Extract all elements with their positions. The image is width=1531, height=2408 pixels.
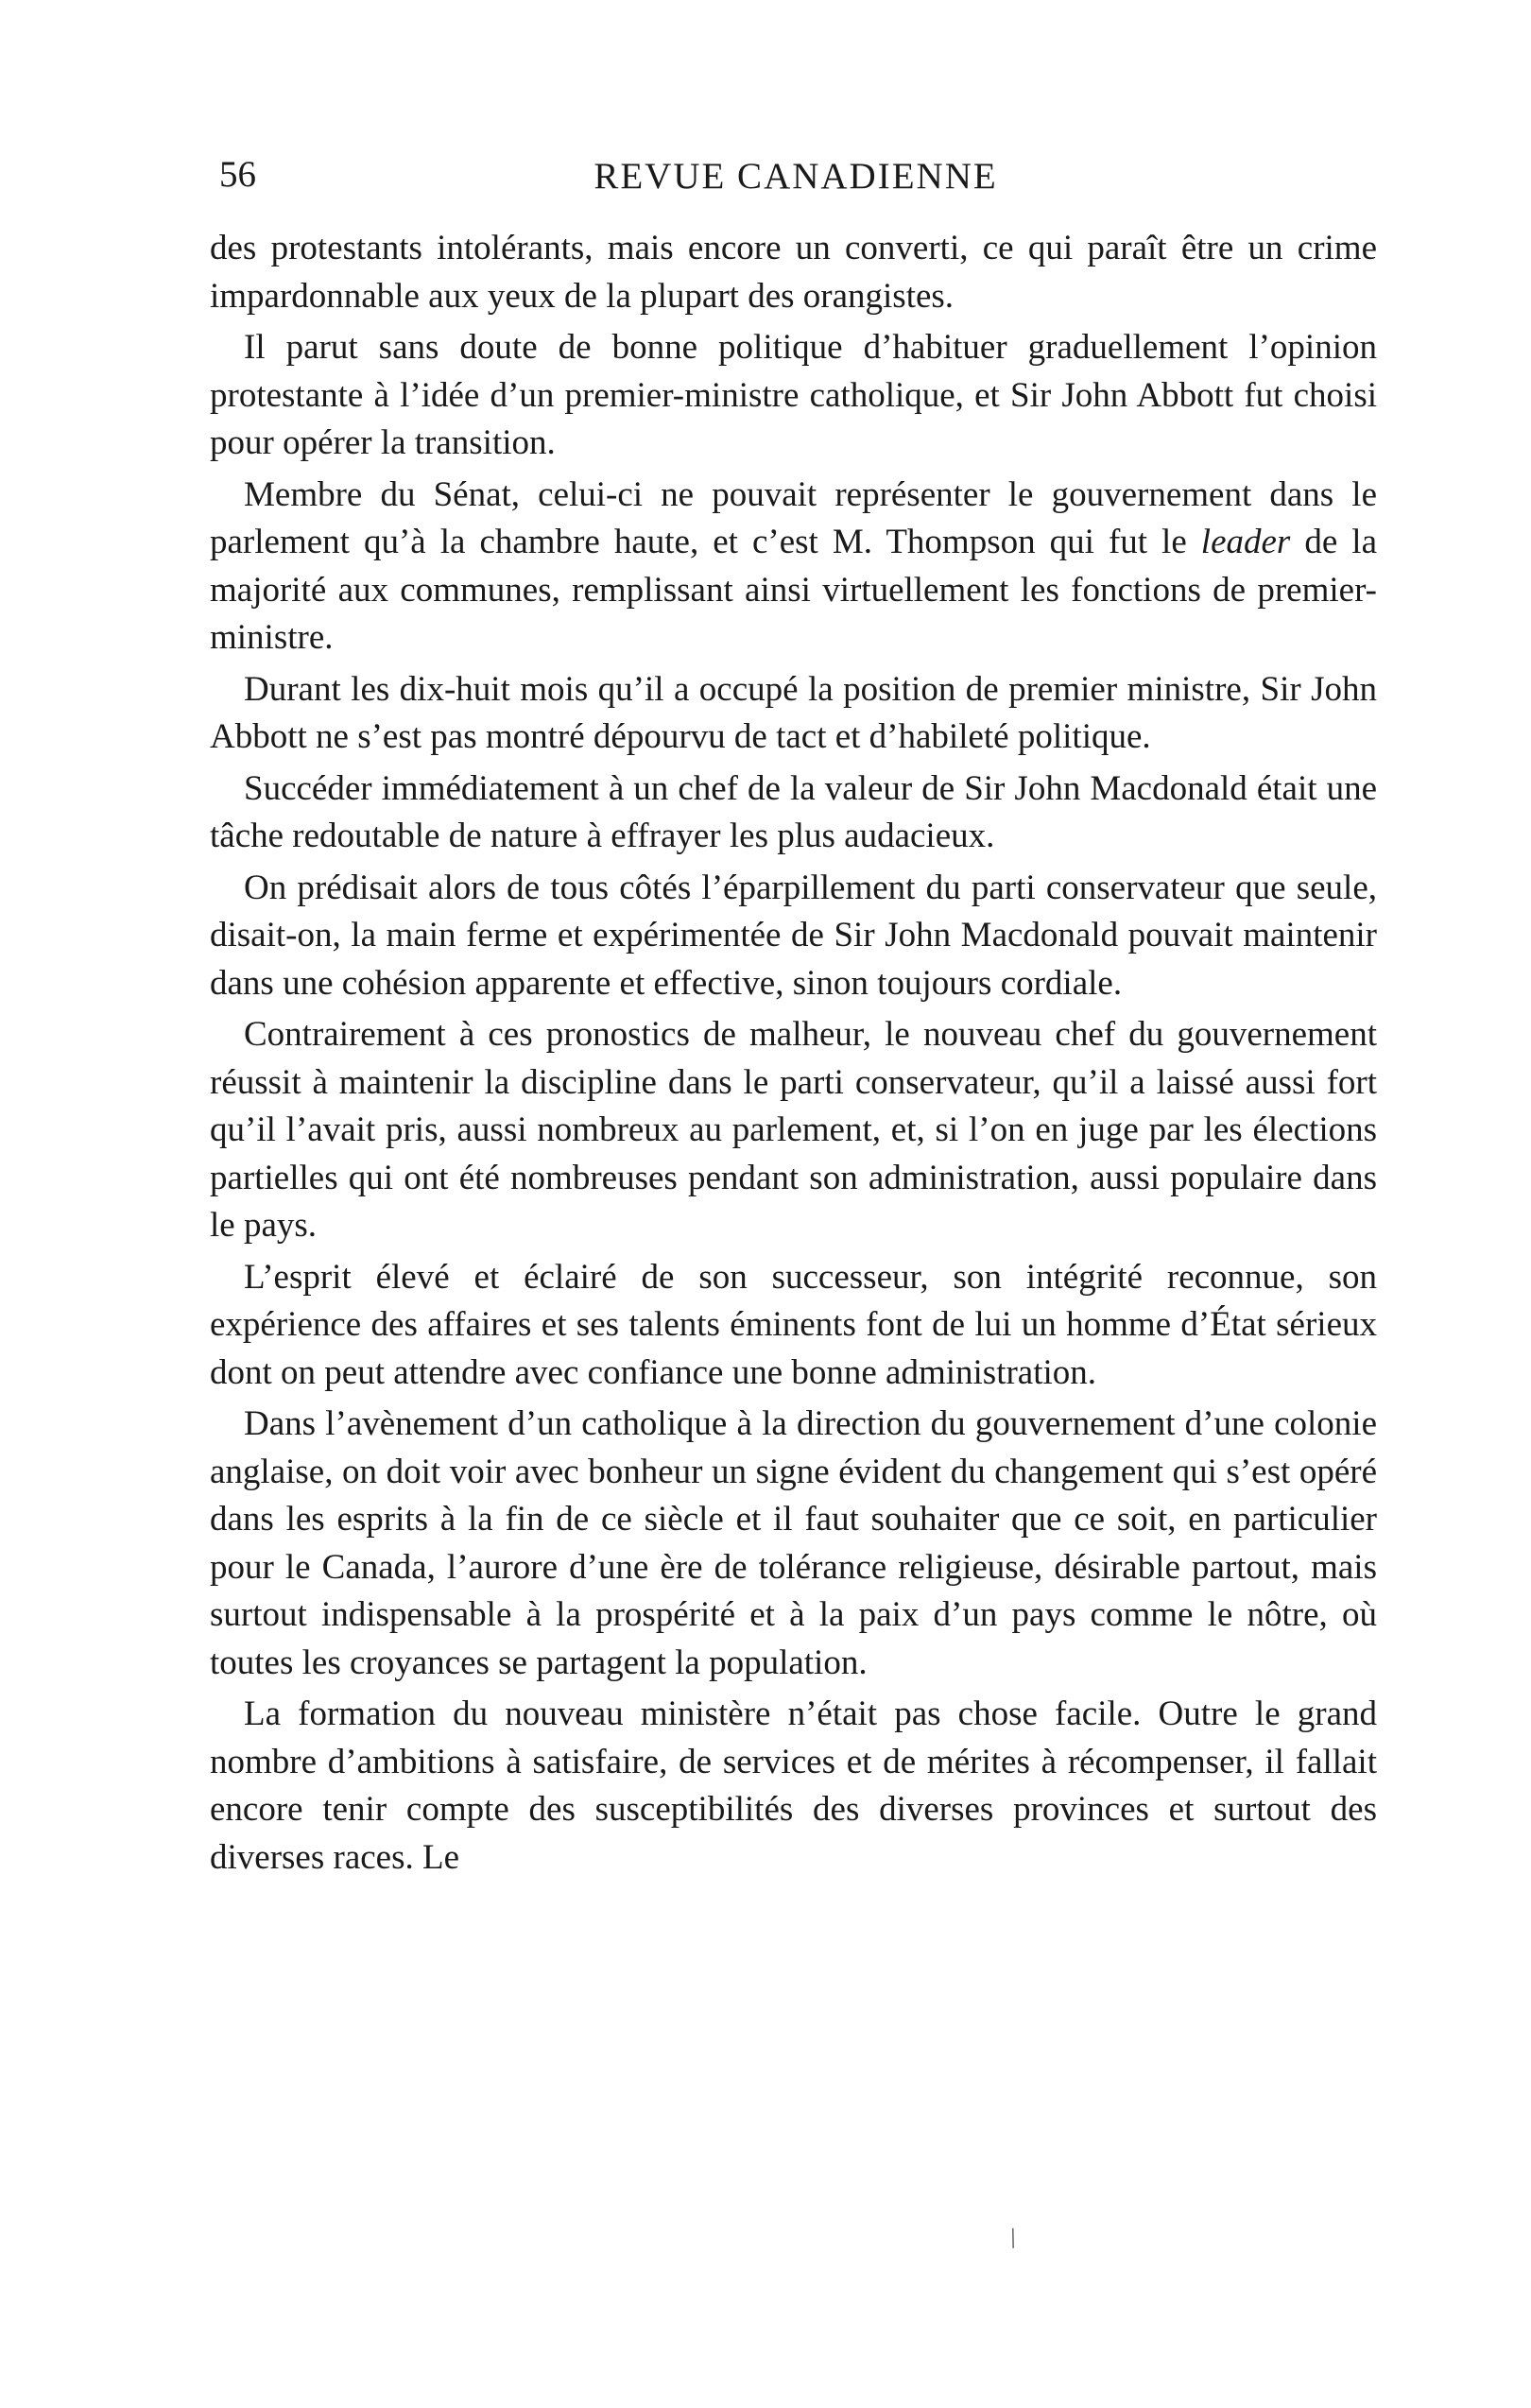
italic-term: leader [1200, 523, 1291, 561]
page-header [219, 153, 1372, 210]
paragraph: L’esprit élevé et éclairé de son successeur, son intégrité reconnue, son expérience des affaires et ses talents éminents font de lui un homme d’État sérieux dont on peut attendre avec confiance une bonne administration. [210, 1257, 1377, 1392]
body-text [210, 225, 1377, 1885]
stray-mark: / [1004, 2222, 1023, 2255]
running-head: REVUE CANADIENNE [593, 156, 998, 197]
page-number: 56 [219, 154, 256, 195]
paragraph: On prédisait alors de tous côtés l’éparpillement du parti conservateur que seule, disait-on, la main ferme et expérimentée de Sir John Macdonald pouvait maintenir dans une cohésion apparente et effective, sinon toujours cordiale. [210, 868, 1377, 1003]
paragraph: Dans l’avènement d’un catholique à la direction du gouvernement d’une colonie anglaise, on doit voir avec bonheur un signe évident du changement qui s’est opéré dans les esprits à la fin de ce siècle et il faut souhaiter que ce soit, en particulier pour le Canada, l’aurore d’une ère de tolérance religieuse, désirable partout, mais surtout indispensable à la prospérité et à la paix d’un pays comme le nôtre, où toutes les croyances se partagent la population. [210, 1404, 1377, 1682]
paragraph: des protestants intolérants, mais encore un converti, ce qui paraît être un crime impardonnable aux yeux de la plupart des orangistes. [210, 229, 1377, 316]
paragraph: La formation du nouveau ministère n’était pas chose facile. Outre le grand nombre d’ambitions à satisfaire, de services et de mérites à récompenser, il fallait encore tenir compte des susceptibilités des diverses provinces et surtout des diverses races. Le [210, 1694, 1377, 1877]
paragraph: Il parut sans doute de bonne politique d’habituer graduellement l’opinion protestante à l’idée d’un premier-ministre catholique, et Sir John Abbott fut choisi pour opérer la transition. [210, 328, 1377, 462]
paragraph: Succéder immédiatement à un chef de la valeur de Sir John Macdonald était une tâche redoutable de nature à effrayer les plus audacieux. [210, 768, 1377, 855]
paragraph: Durant les dix-huit mois qu’il a occupé la position de premier ministre, Sir John Abbott ne s’est pas montré dépourvu de tact et d’habileté politique. [210, 669, 1377, 756]
paragraph: Membre du Sénat, celui-ci ne pouvait représenter le gouvernement dans le parlement qu’à la chambre haute, et c’est M. Thompson qui fut le leader de la majorité aux communes, remplissant ainsi virtuellement les fonctions de premier-ministre. [210, 474, 1377, 657]
paragraph: Contrairement à ces pronostics de malheur, le nouveau chef du gouvernement réussit à maintenir la discipline dans le parti conservateur, qu’il a laissé aussi fort qu’il l’avait pris, aussi nombreux au parlement, et, si l’on en juge par les élections partielles qui ont été nombreuses pendant son administration, aussi populaire dans le pays. [210, 1015, 1377, 1245]
